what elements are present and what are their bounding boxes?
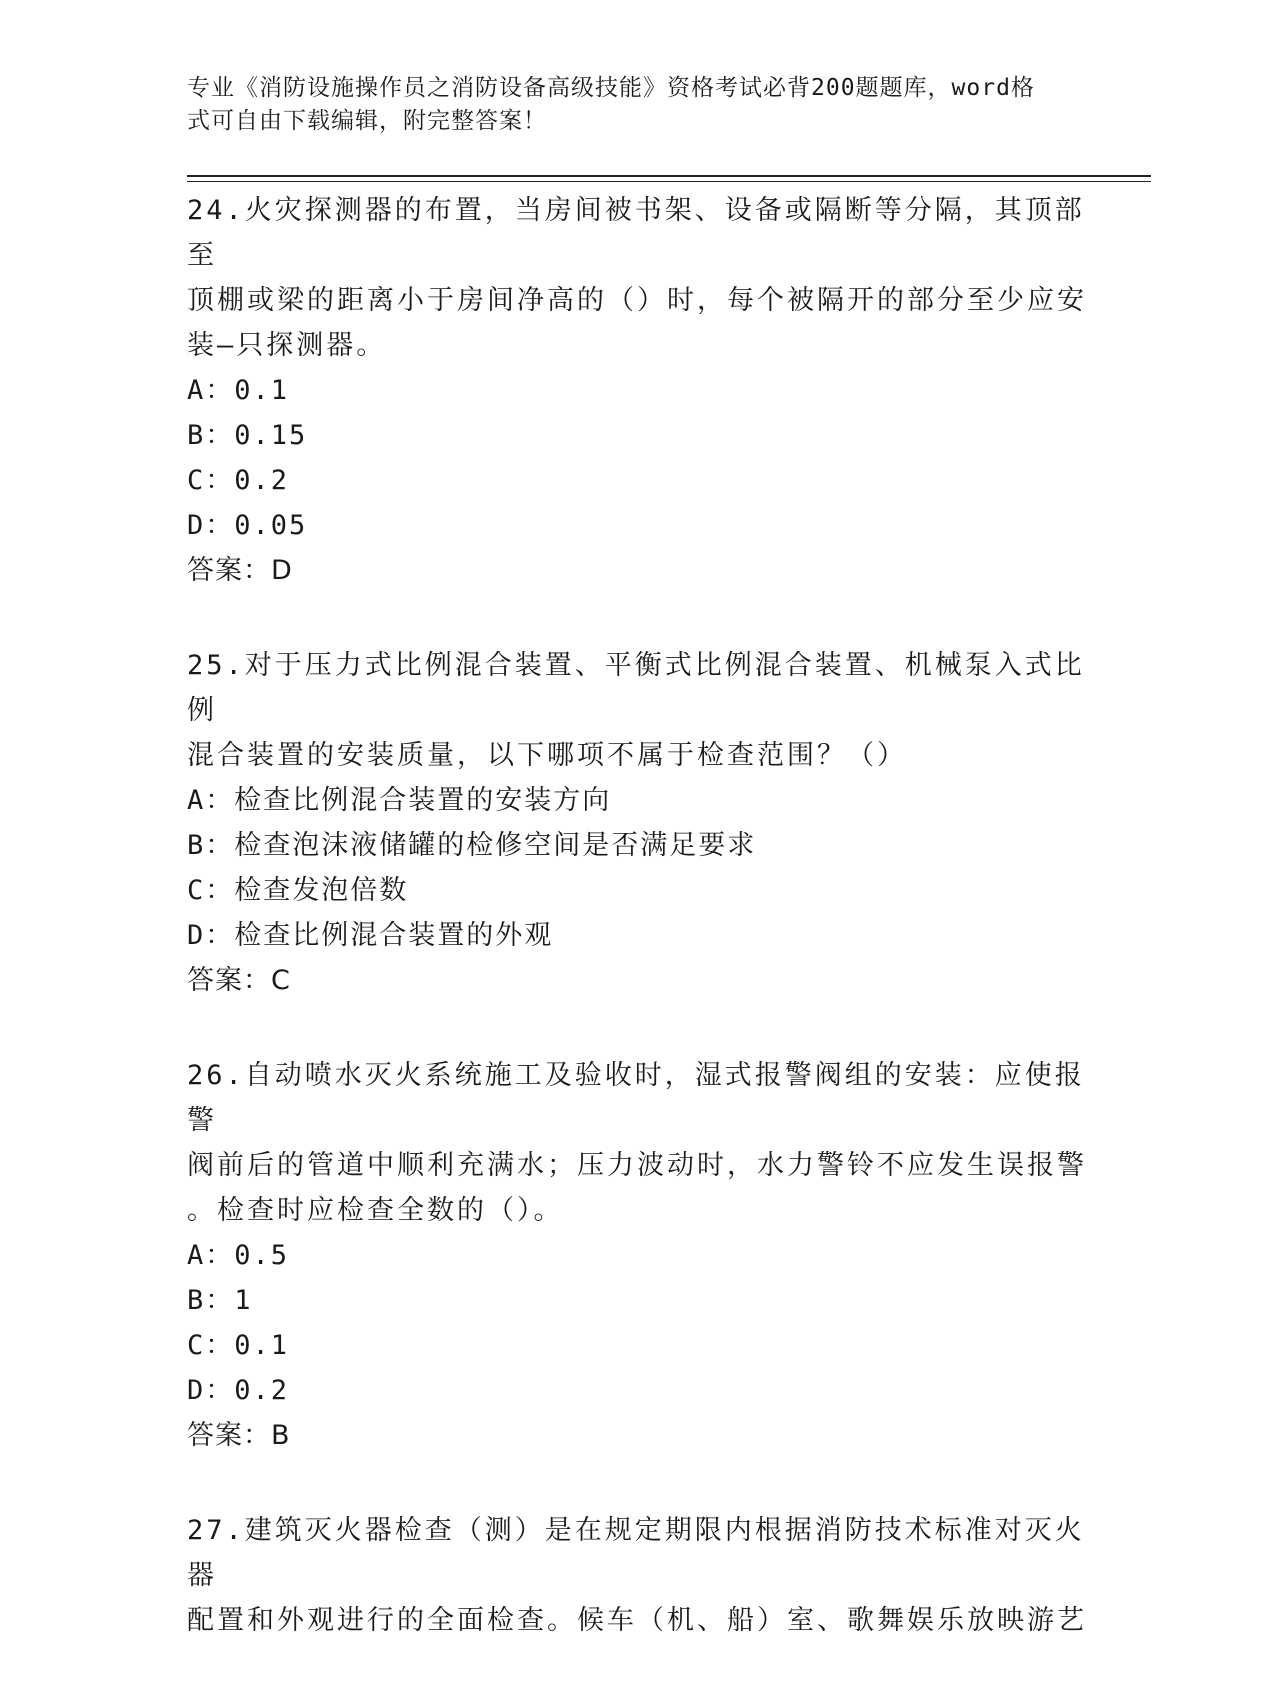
- option-b: B：检查泡沫液储罐的检修空间是否满足要求: [187, 830, 757, 861]
- option-b: B：1: [187, 1285, 253, 1316]
- answer-line: 答案：B: [187, 1420, 291, 1451]
- header-divider-thin: [187, 181, 1151, 182]
- question-block-27: [187, 1508, 1087, 1643]
- option-b: B：0.15: [187, 420, 308, 451]
- header-divider-thick: [187, 175, 1151, 177]
- option-d: D：0.05: [187, 510, 308, 541]
- option-a: A：0.5: [187, 1240, 290, 1271]
- question-list: [187, 188, 1087, 1693]
- question-line: 。检查时应检查全数的（）。: [187, 1195, 564, 1226]
- option-a: A：检查比例混合装置的安装方向: [187, 785, 612, 816]
- question-line: 26.自动喷水灭火系统施工及验收时，湿式报警阀组的安装：应使报警: [187, 1060, 1085, 1136]
- question-line: 24.火灾探测器的布置，当房间被书架、设备或隔断等分隔，其顶部至: [187, 195, 1085, 271]
- answer-line: 答案：C: [187, 965, 291, 996]
- question-line: 27.建筑灭火器检查（测）是在规定期限内根据消防技术标准对灭火器: [187, 1515, 1085, 1591]
- question-line: 配置和外观进行的全面检查。候车（机、船）室、歌舞娱乐放映游艺: [187, 1605, 1087, 1636]
- option-d: D：检查比例混合装置的外观: [187, 920, 554, 951]
- question-block-24: [187, 188, 1087, 593]
- answer-line: 答案：D: [187, 555, 293, 586]
- option-c: C：检查发泡倍数: [187, 875, 409, 906]
- option-c: C：0.1: [187, 1330, 290, 1361]
- option-a: A：0.1: [187, 375, 290, 406]
- question-line: 顶棚或梁的距离小于房间净高的（）时，每个被隔开的部分至少应安: [187, 285, 1087, 316]
- option-c: C：0.2: [187, 465, 290, 496]
- document-header: [187, 72, 1067, 138]
- question-block-25: [187, 643, 1087, 1003]
- question-block-26: [187, 1053, 1087, 1458]
- question-line: 25.对于压力式比例混合装置、平衡式比例混合装置、机械泵入式比例: [187, 650, 1085, 726]
- header-line-1: 专业《消防设施操作员之消防设备高级技能》资格考试必背200题题库，word格: [187, 75, 1035, 101]
- question-line: 混合装置的安装质量，以下哪项不属于检查范围？（）: [187, 740, 907, 771]
- question-line: 阀前后的管道中顺利充满水；压力波动时，水力警铃不应发生误报警: [187, 1150, 1087, 1181]
- header-line-2: 式可自由下载编辑，附完整答案！: [187, 108, 547, 134]
- option-d: D：0.2: [187, 1375, 290, 1406]
- question-line: 装—只探测器。: [187, 330, 387, 361]
